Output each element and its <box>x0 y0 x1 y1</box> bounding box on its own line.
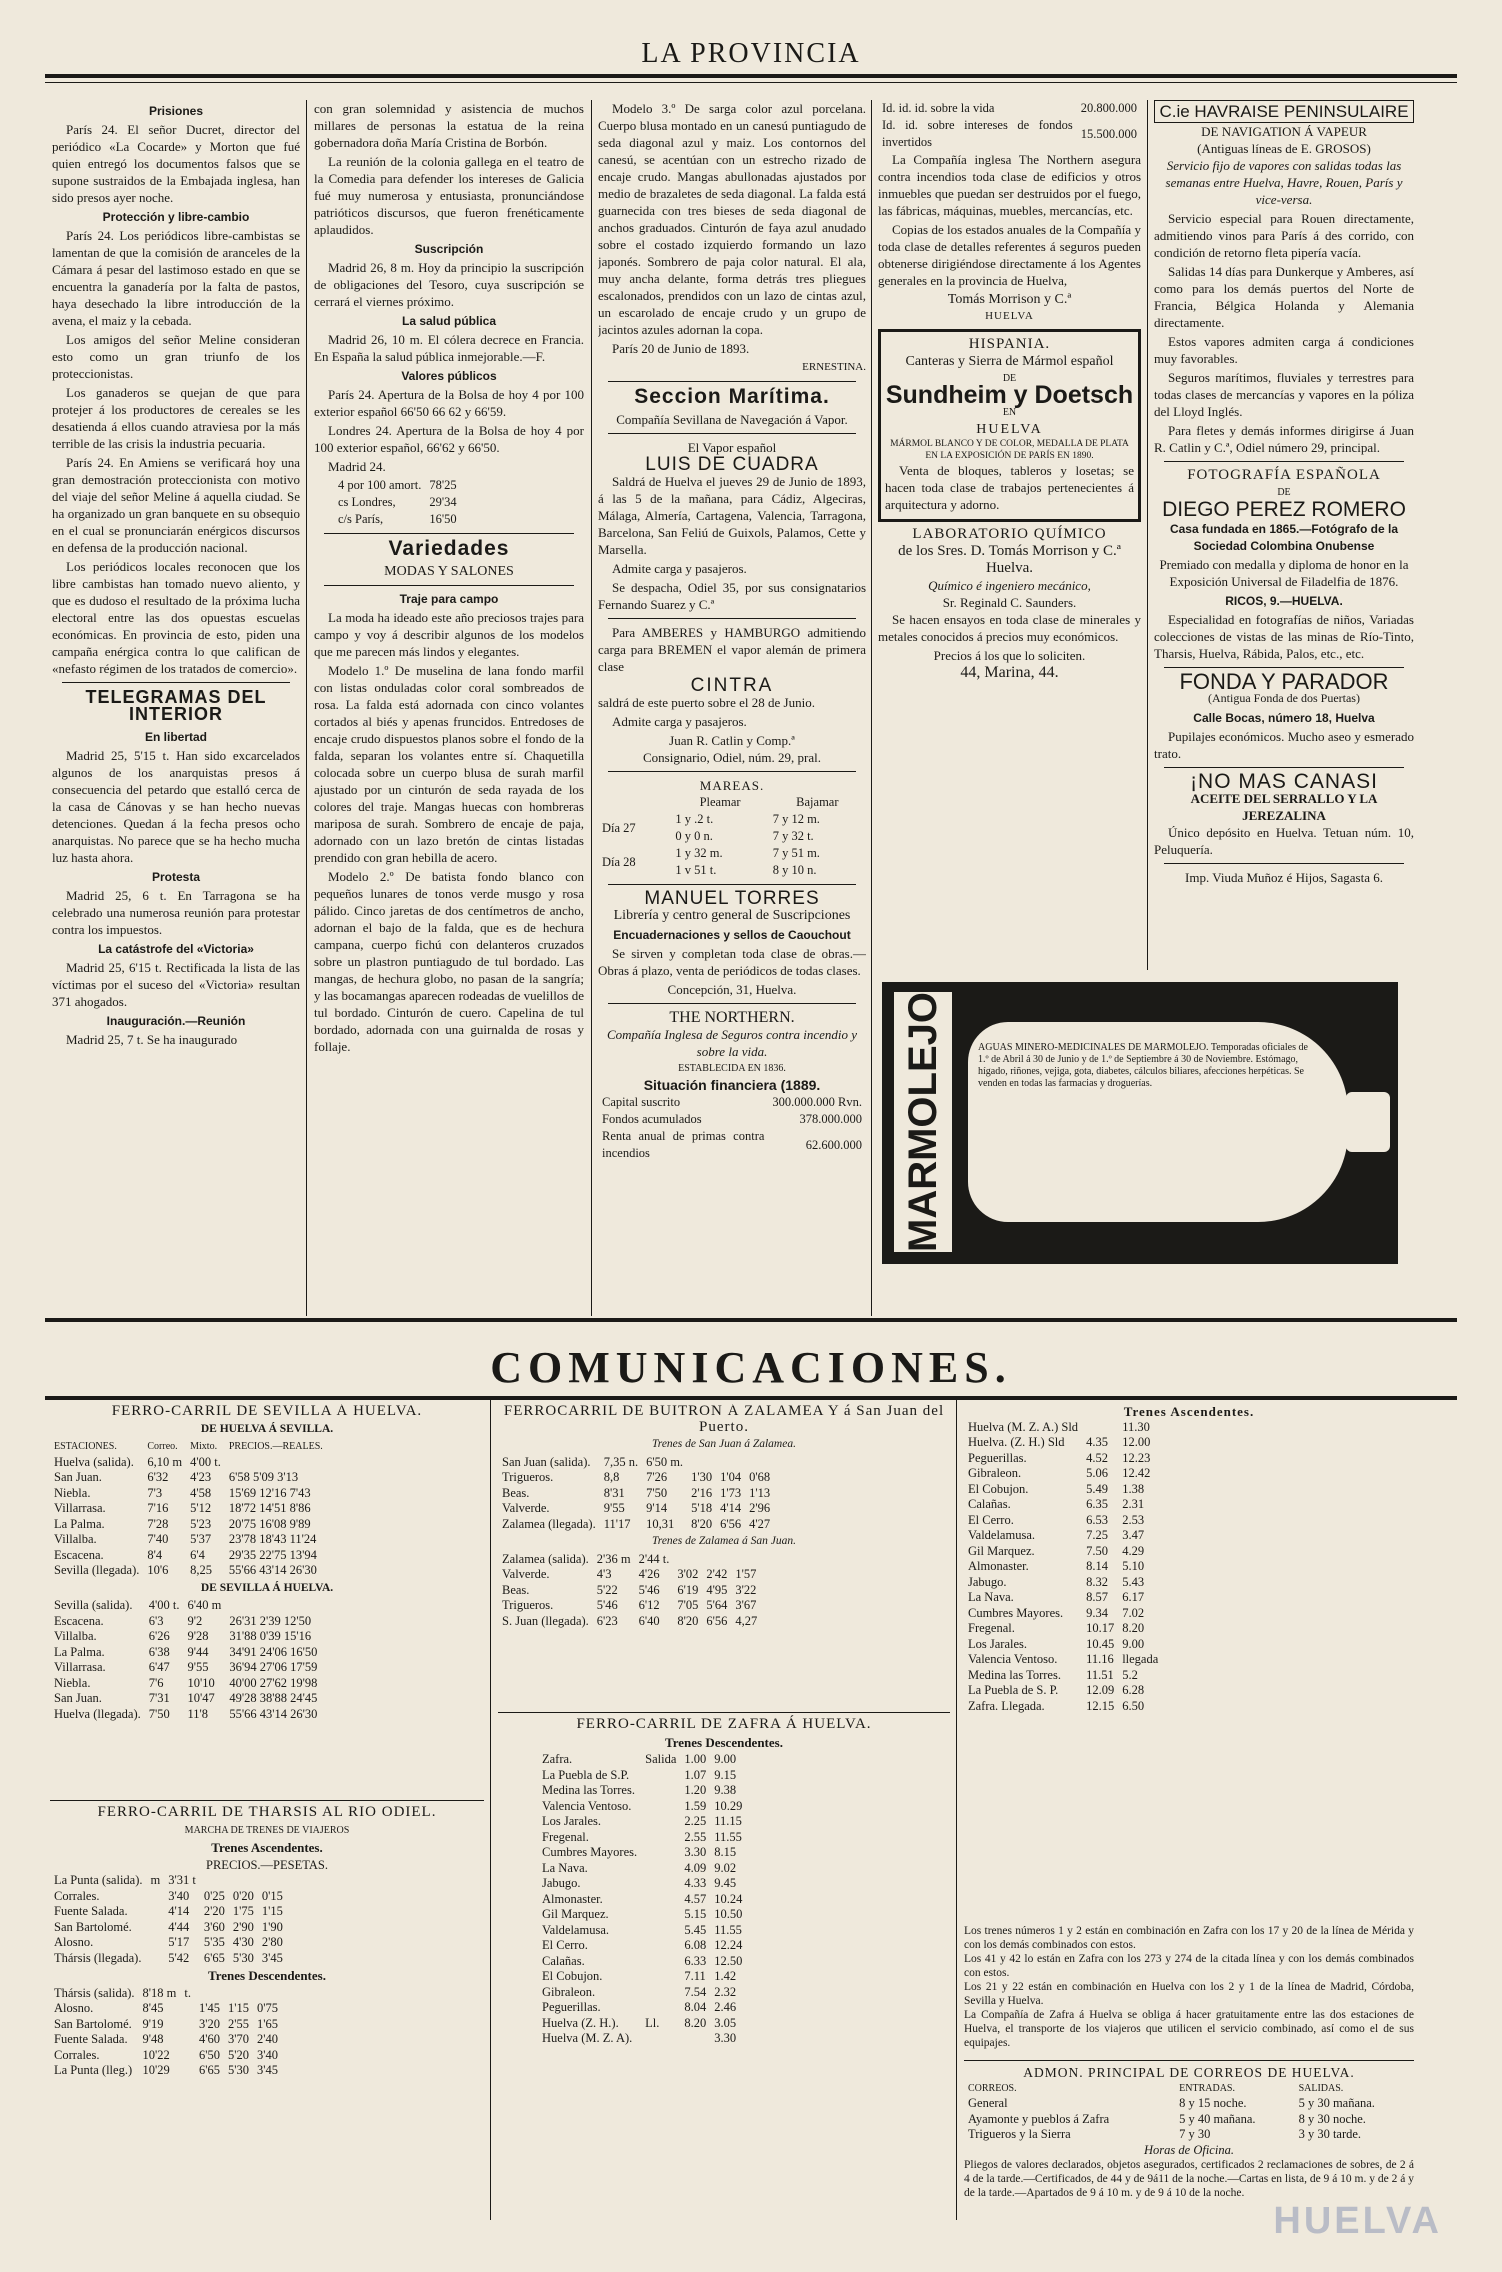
article-text: Los amigos del señor Meline consideran esto como un gran triunfo de los proteccionistas. <box>52 332 300 381</box>
heading-situacion: Situación financiera (1889. <box>643 1077 821 1093</box>
heading-prisiones: Prisiones <box>148 104 204 118</box>
table-row: Zalamea (llegada). 11'17 10,31 8'20 6'56 4'27 <box>502 1516 771 1531</box>
zafra-timetable <box>498 1712 950 2217</box>
table-row: Huelva (salida). 6,10 m 4'00 t. <box>54 1454 221 1469</box>
table-row: La Punta (salida). m 3'31 t <box>54 1873 196 1887</box>
agent-name: Tomás Morrison y C.ª <box>947 292 1072 307</box>
text: Químico é ingeniero mecánico, <box>928 578 1091 593</box>
table-row: Villarrasa. 7'16 5'12 18'72 14'51 8'86 <box>54 1501 311 1515</box>
article-text: La Compañía inglesa The Northern asegura contra incendios toda clase de edificios y otros inmuebles que puedan ser destruidos por el fuego, las fábricas, máquinas, muebles, mercancías, etc. <box>878 152 1141 218</box>
table-row: San Bartolomé. 4'44 3'60 2'90 1'90 <box>54 1919 283 1934</box>
column-divider <box>490 1400 491 2220</box>
table-row: Beas. 8'31 7'50 2'16 1'73 1'13 <box>502 1485 771 1500</box>
table-row: Sevilla (salida). 4'00 t. 6'40 m <box>54 1598 222 1612</box>
sevilla-sub1: DE HUELVA Á SEVILLA. <box>200 1422 334 1435</box>
tharsis-sub: MARCHA DE TRENES DE VIAJEROS <box>184 1824 350 1836</box>
heading-fonda: FONDA Y PARADOR <box>1179 669 1389 694</box>
article-text: Madrid 25, 6 t. En Tarragona se ha celebrado una numerosa reunión para protestar contra los impuestos. <box>52 888 300 937</box>
ship-name: CINTRA <box>690 675 774 696</box>
table-row: San Juan. 7'31 10'47 49'28 38'88 24'45 <box>54 1691 318 1705</box>
asc-title: Trenes Ascendentes. <box>1123 1404 1255 1419</box>
table-row: General 8 y 15 noche. 5 y 30 mañana. <box>968 2096 1375 2110</box>
table-row: Thársis (llegada). 5'42 6'65 5'30 3'45 <box>54 1950 283 1965</box>
tharsis-timetable <box>50 1800 484 2220</box>
table-row: Huelva (Z. H.). Ll. 8.20 3.05 <box>542 2015 737 2030</box>
column-4 <box>878 100 1141 970</box>
table-row: La Palma. 7'28 5'23 20'75 16'08 9'89 <box>54 1516 311 1531</box>
article-text: Saldrá de Huelva el jueves 29 de Junio de 1893, á las 5 de la mañana, para Cádiz, Algeciras, Málaga, Almería, Cartagena, Valencia, Tarragona, Barcelona, San Feliú de Guixols, Palamos, Cette y Marsella. <box>598 474 866 557</box>
text: de los Sres. D. Tomás Morrison y C.ª <box>898 543 1121 559</box>
table-row: El Cobujon. 5.49 1.38 <box>968 1481 1145 1496</box>
table-row: Gibraleon. 5.06 12.42 <box>968 1466 1151 1480</box>
zafra-title: FERRO-CARRIL DE ZAFRA Á HUELVA. <box>576 1716 872 1732</box>
table-row: Jabugo. 4.33 9.45 <box>542 1876 737 1890</box>
table-row: Ayamonte y pueblos á Zafra 5 y 40 mañana. 8 y 30 noche. <box>968 2111 1366 2126</box>
sevilla-table-2 <box>50 1598 321 1722</box>
buitron-title: FERROCARRIL DE BUITRON Á ZALAMEA Y á San Juan del Puerto. <box>503 1404 945 1435</box>
article-text: Se despacha, Odiel 35, por sus consignatarios Fernando Suarez y C.ª <box>598 580 866 612</box>
table-row: Villalba. 7'40 5'37 23'78 18'43 11'24 <box>54 1532 317 1546</box>
sundheim-ad <box>878 329 1141 522</box>
heading-aceite: ACEITE DEL SERRALLO Y LA JEREZALINA <box>1190 791 1378 823</box>
text: (Antigua Fonda de dos Puertas) <box>1208 691 1360 705</box>
tharsis-table-2 <box>50 1986 282 2079</box>
heading-diego: DIEGO PEREZ ROMERO <box>1162 498 1406 521</box>
table-row: Id. id. id. sobre la vida 20.800.000 <box>882 101 1137 115</box>
section-rule <box>45 1396 1457 1400</box>
buitron-table-1 <box>498 1455 774 1533</box>
table-row: Alosno. 5'17 5'35 4'30 2'80 <box>54 1935 283 1949</box>
table-row: Día 28 1 y 32 m. 7 y 51 m. <box>602 846 820 869</box>
table-row: Alosno. 8'45 1'45 1'15 0'75 <box>54 2001 279 2015</box>
text: (Antiguas líneas de E. GROSOS) <box>1197 141 1371 156</box>
table-row: San Bartolomé. 9'19 3'20 2'55 1'65 <box>54 2016 279 2031</box>
text: DE NAVIGATION Á VAPEUR <box>1201 124 1367 139</box>
column-divider <box>1147 100 1148 970</box>
divider <box>608 433 856 434</box>
article-text: Se sirven y completan toda clase de obras.—Obras á plazo, venta de periódicos de todas clases. <box>598 946 866 978</box>
table-row: Fondos acumulados 378.000.000 <box>602 1112 862 1126</box>
text: Sr. Reginald C. Saunders. <box>942 595 1077 610</box>
article-text: Modelo 1.º De muselina de lana fondo marfil con listas onduladas color coral sombreados de rosa. La falda está adornada con cinco volantes cortados al biés y apenas fruncidos. Entredoses de encaje crudo dispuestos planos sobre el fondo de la falda, separan los volantes entre sí. Chaquetilla colocada sobre un cuerpo blusa de surah marfil ajustado por un cinturón de seda rayada de los colores del traje. Mangas huecas con hombreras mariposa de surah. Sombrero de encaje de paja, adornado con un lazo bretón de cintas listadas prendido con gran hebilla de acero. <box>314 663 584 865</box>
signature: ERNESTINA. <box>802 361 866 373</box>
zafra-table <box>538 1752 746 2047</box>
table-row: La Nava. 4.09 9.02 <box>542 1860 737 1875</box>
finance-table <box>598 1094 866 1162</box>
table-row: Corrales. 10'22 6'50 5'20 3'40 <box>54 2047 279 2062</box>
table-row: Medina las Torres. 11.51 5.2 <box>968 1667 1138 1682</box>
article-text: Pupilajes económicos. Mucho aseo y esmerado trato. <box>1154 729 1414 761</box>
text: DE <box>1277 487 1291 498</box>
note: Los 21 y 22 están en combinación en Huelva con los 2 y 1 de la línea de Madrid, Córdoba, Sevilla y Huelva. <box>964 1981 1414 2007</box>
divider <box>608 1003 856 1004</box>
table-row: Gibraleon. 7.54 2.32 <box>542 1984 737 1999</box>
table-row: Gil Marquez. 7.50 4.29 <box>968 1543 1145 1558</box>
quote-row: 4 por 100 amort. 78'25 <box>338 478 457 492</box>
table-row: Almonaster. 8.14 5.10 <box>968 1559 1145 1573</box>
tharsis-desc: Trenes Descendentes. <box>208 1968 326 1983</box>
asc-table <box>964 1420 1162 1715</box>
table-row: Valencia Ventoso. 1.59 10.29 <box>542 1798 743 1813</box>
marmolejo-brand: MARMOLEJO <box>894 992 952 1252</box>
column-2 <box>314 100 584 1316</box>
article-text: La moda ha ideado este año preciosos trajes para campo y voy á describir algunos de los modelos que me parecen más lindos y elegantes. <box>314 610 584 659</box>
text: Concepción, 31, Huelva. <box>667 982 797 997</box>
quote-row: cs Londres, 29'34 <box>338 495 457 509</box>
heading-libertad: En libertad <box>144 730 207 744</box>
divider <box>324 585 574 586</box>
article-text: La reunión de la colonia gallega en el teatro de la Comedia para defender los intereses de Galicia fué muy numerosa y entusiasta, pronunciándose patrióticos discursos, que fueron frenéticamente aplaudidos. <box>314 154 584 237</box>
text: RICOS, 9.—HUELVA. <box>1225 594 1343 608</box>
bottle-text: AGUAS MINERO-MEDICINALES DE MARMOLEJO. Temporadas oficiales de 1.º de Abril á 30 de Junio y de 1.º de Septiembre á 30 de Noviembre. Estómago, hígado, riñones, vejiga, gota, diabetes, cálculos biliares, afecciones herpéticas. Se venden en todas las farmacias y droguerías. <box>978 1042 1308 1089</box>
article-text: Para AMBERES y HAMBURGO admitiendo carga para BREMEN el vapor alemán de primera clase <box>598 625 866 674</box>
table-row: La Puebla de S.P. 1.07 9.15 <box>542 1767 737 1782</box>
article-text: Servicio especial para Rouen directamente, admitiendo vinos para París á des corrido, con condición de retorno fleta pipería vacía. <box>1154 211 1414 260</box>
heading-variedades: Variedades <box>388 537 510 560</box>
correos-note: Pliegos de valores declarados, objetos asegurados, certificados 2 reclamaciones de sobres, de 2 á 4 de la tarde.—Certificados, de 44 y de 9á11 de la noche.—Cartas en lista, de 9 á 10 m. y de 2 á y de la tarde.—Apartados de 9 á 10 m. y de 9 á 10 de la noche. <box>964 2159 1414 2199</box>
column-divider <box>591 100 592 1316</box>
heading-foto: FOTOGRAFÍA ESPAÑOLA <box>1187 467 1381 483</box>
table-row: Medina las Torres. 1.20 9.38 <box>542 1783 737 1797</box>
table-row: Villarrasa. 6'47 9'55 36'94 27'06 17'59 <box>54 1660 318 1674</box>
marmolejo-ad <box>882 982 1398 1264</box>
table-row: Zalamea (salida). 2'36 m 2'44 t. <box>502 1551 670 1566</box>
table-row: Cumbres Mayores. 3.30 8.15 <box>542 1845 737 1859</box>
table-row: Huelva (M. Z. A). 3.30 <box>542 2031 737 2045</box>
article-text: Madrid 24. <box>328 459 386 474</box>
divider <box>964 2060 1414 2061</box>
article-text: París 20 de Junio de 1893. <box>612 341 750 356</box>
table-row: Valverde. 4'3 4'26 3'02 2'42 1'57 <box>502 1567 757 1581</box>
article-text: Se hacen ensayos en toda clase de minerales y metales conocidos á precios muy económicos. <box>878 612 1141 644</box>
table-row: Villalba. 6'26 9'28 31'88 0'39 15'16 <box>54 1629 312 1643</box>
table-row: Valdelamusa. 7.25 3.47 <box>968 1528 1145 1542</box>
column-3 <box>598 100 866 1316</box>
column-divider <box>956 1400 957 2220</box>
divider <box>324 533 574 534</box>
text: Precios á los que lo soliciten. <box>933 648 1086 663</box>
article-text: Salidas 14 días para Dunkerque y Amberes, así como para los demás puertos del Norte de Francia, Bélgica Holanda y Alemania directamente. <box>1154 264 1414 330</box>
article-text: Seguros marítimos, fluviales y terrestres para todas clases de mercancías y vapores en la póliza del Lloyd Inglés. <box>1154 370 1414 419</box>
top-rule <box>45 74 1457 78</box>
table-row: Zafra. Salida 1.00 9.00 <box>542 1752 737 1766</box>
article-text: Venta de bloques, tableros y losetas; se hacen toda clase de trabajos pertenecientes á arquitectura y adorno. <box>885 463 1134 512</box>
table-row: Los Jarales. 10.45 9.00 <box>968 1636 1145 1651</box>
heading-encuad: Encuadernaciones y sellos de Caouchout <box>613 928 851 942</box>
sevilla-title: FERRO-CARRIL DE SEVILLA Á HUELVA. <box>111 1404 423 1419</box>
ascendentes-timetable <box>964 1404 1414 1924</box>
divider <box>1164 461 1404 462</box>
divider <box>1164 667 1404 668</box>
table-row: Corrales. 3'40 0'25 0'20 0'15 <box>54 1888 283 1903</box>
article-text: con gran solemnidad y asistencia de muchos millares de personas la estatua de la reina gobernadora doña María Cristina de Borbón. <box>314 101 584 150</box>
article-text: Madrid 26, 8 m. Hoy da principio la suscripción de obligaciones del Tesoro, cuya suscripción se cerrará el viernes próximo. <box>314 260 584 309</box>
article-text: Copias de los estados anuales de la Compañía y toda clase de detalles referentes á seguros pueden obtenerse dirigiéndose directamente á los Agentes generales en la provincia de Huelva, <box>878 222 1141 288</box>
article-text: Madrid 25, 6'15 t. Rectificada la lista de las víctimas por el suceso del «Victoria» resultan 371 ahogados. <box>52 960 300 1009</box>
table-row: Huelva. (Z. H.) Sld 4.35 12.00 <box>968 1435 1151 1449</box>
heading-modas: MODAS Y SALONES <box>384 564 514 579</box>
article-text: Admite carga y pasajeros. <box>612 714 747 729</box>
agent-city: HUELVA <box>985 310 1034 322</box>
table-row: La Palma. 6'38 9'44 34'91 24'06 16'50 <box>54 1644 318 1659</box>
column-1 <box>52 100 300 1316</box>
sevilla-sub2: DE SEVILLA Á HUELVA. <box>200 1581 334 1594</box>
heading-suscripcion: Suscripción <box>414 242 484 256</box>
table-row: Fregenal. 10.17 8.20 <box>968 1621 1145 1635</box>
tharsis-table-1 <box>50 1873 287 1966</box>
watermark: HUELVA <box>1273 2200 1442 2242</box>
table-row: La Puebla de S. P. 12.09 6.28 <box>968 1683 1145 1697</box>
article-text: saldrá de este puerto sobre el 28 de Junio. <box>598 695 815 710</box>
table-row: Niebla. 7'3 4'58 15'69 12'16 7'43 <box>54 1485 311 1500</box>
article-text: París 24. El señor Ducret, director del periódico «La Cocarde» y Morton que fué quien entregó los documentos falsos que se supone sustraidos de la Embajada inglesa, han sido presos ayer noche. <box>52 122 300 205</box>
correos-horas: Horas de Oficina. <box>1144 2142 1234 2157</box>
table-row: 0 y 0 n. 7 y 32 t. <box>675 829 814 843</box>
sevilla-timetable <box>50 1404 484 1794</box>
text: MÁRMOL BLANCO Y DE COLOR, MEDALLA DE PLATA EN LA EXPOSICIÓN DE PARÍS EN 1890. <box>890 439 1129 461</box>
note: Los trenes números 1 y 2 están en combinación en Zafra con los 17 y 20 de la línea de Mérida y con los demás combinados con estos. <box>964 1925 1414 1951</box>
heading-traje: Traje para campo <box>399 592 499 606</box>
table-row: La Punta (lleg.) 10'29 6'65 5'30 3'45 <box>54 2063 279 2077</box>
table-row: Día 27 1 y .2 t. 7 y 12 m. <box>602 812 820 835</box>
article-text: París 24. En Amiens se verificará hoy una gran demostración proteccionista con motivo del viaje del señor Meline á aquella ciudad. Se ha organizado un gran banquete en su obsequio en el cual se pronunciarán enérgicos discursos en defensa de la producción nacional. <box>52 455 300 555</box>
bottle-neck-icon <box>1346 1092 1390 1152</box>
text: Calle Bocas, número 18, Huelva <box>1193 711 1375 725</box>
table-row: 1 v 51 t. 8 y 10 n. <box>675 863 817 877</box>
heading-havraise: C.ie HAVRAISE PENINSULAIRE <box>1154 100 1414 123</box>
table-row: Peguerillas. 4.52 12.23 <box>968 1450 1151 1465</box>
table-row: Valverde. 9'55 9'14 5'18 4'14 2'96 <box>502 1501 771 1515</box>
heading-inauguracion: Inauguración.—Reunión <box>106 1014 246 1028</box>
article-text: Madrid 25, 7 t. Se ha inaugurado <box>66 1032 238 1047</box>
heading-maritima: Seccion Marítima. <box>634 385 830 408</box>
table-row: Jabugo. 8.32 5.43 <box>968 1574 1145 1589</box>
table-row: Huelva (llegada). 7'50 11'8 55'66 43'14 26'30 <box>54 1706 318 1721</box>
divider <box>608 381 856 382</box>
table-row: S. Juan (llegada). 6'23 6'40 8'20 6'56 4,27 <box>502 1613 758 1628</box>
column-5 <box>1154 100 1414 970</box>
divider <box>1164 767 1404 768</box>
table-row: San Juan. 6'32 4'23 6'58 5'09 3'13 <box>54 1470 299 1484</box>
text: Huelva. <box>985 560 1034 576</box>
table-row: Peguerillas. 8.04 2.46 <box>542 2000 737 2014</box>
divider <box>608 618 856 619</box>
heading-protesta: Protesta <box>151 870 201 884</box>
table-row: El Cerro. 6.53 2.53 <box>968 1512 1145 1527</box>
text: Premiado con medalla y diploma de honor en la Exposición Universal de Filadelfia de 1876. <box>1159 557 1409 589</box>
tharsis-asc: Trenes Ascendentes. <box>211 1840 323 1855</box>
heading-compania: Compañía Sevillana de Navegación á Vapor. <box>616 412 848 427</box>
quote-row: c/s París, 16'50 <box>338 512 457 526</box>
lab-address: 44, Marina, 44. <box>960 664 1059 681</box>
table-row: Capital suscrito 300.000.000 Rvn. <box>602 1095 862 1109</box>
tharsis-precios: PRECIOS.—PESETAS. <box>206 1857 328 1872</box>
zafra-sub: Trenes Descendentes. <box>665 1734 783 1750</box>
imprenta: Imp. Viuda Muñoz é Hijos, Sagasta 6. <box>1185 870 1383 885</box>
table-row: Cumbres Mayores. 9.34 7.02 <box>968 1605 1145 1620</box>
mareas-table: Pleamar Bajamar Día 27 1 y .2 t. 7 y 12 m. 0 y 0 n. 7 y 32 t. Día 28 1 y 32 m. 7 y 51 m. 1 v 51 t. 8 y 10 n. <box>598 794 866 879</box>
article-text: Único depósito en Huelva. Tetuan núm. 10, Peluquería. <box>1154 825 1414 857</box>
table-row: Calañas. 6.35 2.31 <box>968 1497 1145 1511</box>
buitron-sub1: Trenes de San Juan á Zalamea. <box>652 1438 796 1450</box>
column-divider <box>306 100 307 1316</box>
table-row: Beas. 5'22 5'46 6'19 4'95 3'22 <box>502 1582 757 1597</box>
text: DE <box>1002 373 1017 384</box>
table-row: Fuente Salada. 4'14 2'20 1'75 1'15 <box>54 1904 283 1918</box>
table-row: Almonaster. 4.57 10.24 <box>542 1891 743 1906</box>
article-text: Madrid 25, 5'15 t. Han sido excarcelados algunos de los anarquistas presos á consecuencia del petardo que estalló cerca de la casa de Cánovas y se han hecho nuevas detenciones. Quedan á la fecha presos ocho anarquistas. No parece que se ha hecho mucha luz hasta ahora. <box>52 748 300 865</box>
buitron-sub2: Trenes de Zalamea á San Juan. <box>652 1535 796 1547</box>
heading-catastrofe: La catástrofe del «Victoria» <box>98 942 254 956</box>
text: Compañía Inglesa de Seguros contra incendio y sobre la vida. <box>606 1027 858 1059</box>
article-text: Admite carga y pasajeros. <box>612 561 747 576</box>
heading-proteccion: Protección y libre-cambio <box>102 210 250 224</box>
table-row: Calañas. 6.33 12.50 <box>542 1953 743 1968</box>
article-text: Los ganaderos se quejan de que para protejer á los productores de cereales se les desatienda á ellos cuando atraviesa por la más terrible de las crisis la industria pecuaria. <box>52 385 300 451</box>
quotes-table <box>334 477 461 528</box>
table-row: Niebla. 7'6 10'10 40'00 27'62 19'98 <box>54 1675 318 1690</box>
correos-title: ADMON. PRINCIPAL DE CORREOS DE HUELVA. <box>1023 2065 1355 2080</box>
table-row: Fuente Salada. 9'48 4'60 3'70 2'40 <box>54 2032 279 2046</box>
note: Los 41 y 42 lo están en Zafra con los 273 y 274 de la citada línea y con los demás combinados con estos. <box>964 1953 1414 1979</box>
table-row: La Nava. 8.57 6.17 <box>968 1590 1145 1604</box>
text: Juan R. Catlin y Comp.ª <box>669 733 795 748</box>
table-row: Valdelamusa. 5.45 11.55 <box>542 1922 742 1937</box>
article-text: Los periódicos locales reconocen que los libre cambistas han tomado nuevo aliento, y que es dudoso el resultado de la próxima lucha electoral entre las dos opuestas escuelas económicas. En provincia de esto, piden una campaña enérgica contra lo que califican de «nefasto régimen de los tratados de comercio». <box>52 559 300 676</box>
article-text: Modelo 2.º De batista fondo blanco con pequeños lunares de tonos verde musgo y rosa pálido. Cinco jaretas de dos centímetros de ancho, adornan el bajo de la falda, que es de hechura campana, cuerpo fichú con delanteros cruzados sobre un plastron puntiagudo de tul bordado. Las mangas, de hechura globo, no pasan de la sangría; y las bocamangas aparecen rodeadas de vuelillos de tul bordado. Cinturón de cuero. Capelina de tul bordado, adornada con una guirnalda de rosas y follaje. <box>314 869 584 1054</box>
table-row: Trigueros y la Sierra 7 y 30 3 y 30 tarde. <box>968 2127 1362 2141</box>
divider <box>608 884 856 885</box>
article-text: Servicio fijo de vapores con salidas todas las semanas entre Huelva, Havre, Rouen, París y vice-versa. <box>1165 158 1403 207</box>
table-row: Sevilla (llegada). 10'6 8,25 55'66 43'14 26'30 <box>54 1563 317 1577</box>
correos-section <box>964 2060 1414 2220</box>
table-row: Escacena. 6'3 9'2 26'31 2'39 12'50 <box>54 1613 312 1628</box>
text: HUELVA <box>976 422 1043 437</box>
correos-table: CORREOS. ENTRADAS. SALIDAS. General 8 y 15 noche. 5 y 30 mañana. Ayamonte y pueblos á Zafra 5 y 40 mañana. 8 y 30 noche. Trigueros y la Sierra 7 y 30 3 y 30 tarde. <box>964 2081 1414 2143</box>
heading-valores: Valores públicos <box>401 369 497 383</box>
text: Canteras y Sierra de Mármol español <box>905 354 1114 369</box>
heading-mareas: MAREAS. <box>699 778 765 793</box>
section-rule <box>45 1318 1457 1322</box>
heading-northern: THE NORTHERN. <box>669 1009 795 1026</box>
heading-canasi: ¡NO MAS CANASI <box>1190 770 1378 793</box>
article-text: Especialidad en fotografías de niños, Variadas colecciones de vistas de las minas de Río-Tinto, Tharsis, Huelva, Rábida, Palos, etc., etc. <box>1154 612 1414 661</box>
table-row: El Cobujon. 7.11 1.42 <box>542 1969 737 1983</box>
sevilla-table-1: ESTACIONES. Correo. Mixto. PRECIOS.—REALES. Huelva (salida). 6,10 m 4'00 t. San Juan. 6'32 4'23 6'58 5'09 3'13 Niebla. 7'3 4'58 15'69 12'16 7'43 Villarrasa. 7'16 5'12 18'72 14'51 8'86 La Palma. 7'28 5'23 20'75 16'08 9'89 Villalba. 7'40 5'37 23'78 18'43 11'24 Escacena. 8'4 6'4 29'35 22'75 13'94 Sevilla (llegada). 10'6 8,25 55'66 43'14 26'30 <box>50 1439 327 1579</box>
table-row: Valencia Ventoso. 11.16 llegada <box>968 1652 1159 1666</box>
note: La Compañía de Zafra á Huelva se obliga á hacer gratuitamente entre las dos estaciones de Huelva, el transporte de los viajeros que utilicen el servicio combinado, así como el de sus equipajes. <box>964 2009 1414 2049</box>
table-row: Id. id. sobre intereses de fondos invertidos 15.500.000 <box>882 118 1137 149</box>
article-text: París 24. Los periódicos libre-cambistas se lamentan de que la comisión de aranceles de la Cámara á pesar del lastimoso estado en que se encuentra la ganadería por la falta de pastos, haya desechado la libre introducción de la avena, el maiz y la cebada. <box>52 228 300 328</box>
table-row: Thársis (salida). 8'18 m t. <box>54 1985 191 2000</box>
article-text: Londres 24. Apertura de la Bolsa de hoy 4 por 100 exterior español, 66'62 y 66'50. <box>314 423 584 455</box>
ship-name: LUIS DE CUADRA <box>645 454 819 475</box>
table-row: Trigueros. 8,8 7'26 1'30 1'04 0'68 <box>502 1470 771 1484</box>
text: ESTABLECIDA EN 1836. <box>678 1063 786 1074</box>
divider <box>1164 863 1404 864</box>
heading-torres: MANUEL TORRES <box>644 888 820 909</box>
text: Consignario, Odiel, núm. 29, pral. <box>642 750 821 765</box>
table-row: Fregenal. 2.55 11.55 <box>542 1829 742 1844</box>
table-row: Los Jarales. 2.25 11.15 <box>542 1814 742 1828</box>
divider <box>608 771 856 772</box>
divider <box>62 682 290 683</box>
text: Casa fundada en 1865.—Fotógrafo de la Sociedad Colombina Onubense <box>1169 522 1399 553</box>
table-row: El Cerro. 6.08 12.24 <box>542 1938 743 1952</box>
column-divider <box>871 100 872 1316</box>
masthead: LA PROVINCIA <box>641 38 861 69</box>
table-row: Escacena. 8'4 6'4 29'35 22'75 13'94 <box>54 1547 317 1562</box>
tharsis-title: FERRO-CARRIL DE THARSIS AL RIO ODIEL. <box>97 1804 437 1820</box>
article-text: París 24. Apertura de la Bolsa de hoy 4 por 100 exterior español 66'50 66 62 y 66'59. <box>314 387 584 419</box>
table-row: Zafra. Llegada. 12.15 6.50 <box>968 1698 1145 1713</box>
article-text: Madrid 26, 10 m. El cólera decrece en Francia. En España la salud pública inmejorable.—F. <box>314 332 584 364</box>
heading-salud: La salud pública <box>401 314 497 328</box>
heading-telegramas: TELEGRAMAS DEL INTERIOR <box>85 687 267 724</box>
buitron-timetable <box>498 1404 950 1704</box>
divider <box>498 1712 950 1713</box>
top-rule-thin <box>45 82 1457 83</box>
hispania-title: HISPANIA. <box>968 336 1051 352</box>
buitron-table-2 <box>498 1552 761 1630</box>
table-row: Huelva (M. Z. A.) Sld 11.30 <box>968 1419 1150 1434</box>
table-row: San Juan (salida). 7,35 n. 6'50 m. <box>502 1454 684 1469</box>
table-row: Trigueros. 5'46 6'12 7'05 5'64 3'67 <box>502 1598 757 1612</box>
table-row: Gil Marquez. 5.15 10.50 <box>542 1907 743 1921</box>
article-text: Estos vapores admiten carga á condiciones muy favorables. <box>1154 334 1414 366</box>
article-text: Modelo 3.º De sarga color azul porcelana. Cuerpo blusa montado en un canesú puntiagudo de seda diagonal azul y maiz. Los contornos del canesú, se acentúan con un estrecho rizado de encaje crudo. Mangas abullonadas ajustados por medio de brazaletes de seda diagonal. La falda está guarnecida con tres bieses de seda diagonal de anchos graduados. Cinturón de faya azul anudado sobre el costado izquierdo formando un lazo japonés. Sombrero de paja color natural. El ala, muy ancha delante, forma detrás tres pliegues escalonados, prendidos con un lazo de cintas azul, un escarolado de encaje crudo y un grupo de jacintos azules adornan la copa. <box>598 101 866 337</box>
text: El Vapor español <box>687 440 777 455</box>
heading-libreria: Librería y centro general de Suscripciones <box>613 908 851 923</box>
text: EN <box>1002 407 1017 418</box>
table-row: Renta anual de primas contra incendios 62.600.000 <box>602 1129 862 1160</box>
heading-lab: LABORATORIO QUÍMICO <box>912 526 1107 542</box>
comunicaciones-title: COMUNICACIONES. <box>490 1343 1012 1392</box>
article-text: Para fletes y demás informes dirigirse á Juan R. Catlin y C.ª, Odiel número 29, principal. <box>1154 423 1414 455</box>
divider <box>50 1800 484 1801</box>
finance-table-cont <box>878 100 1141 151</box>
sundheim-name: Sundheim y Doetsch <box>885 381 1134 409</box>
asc-notes <box>964 1924 1414 2054</box>
